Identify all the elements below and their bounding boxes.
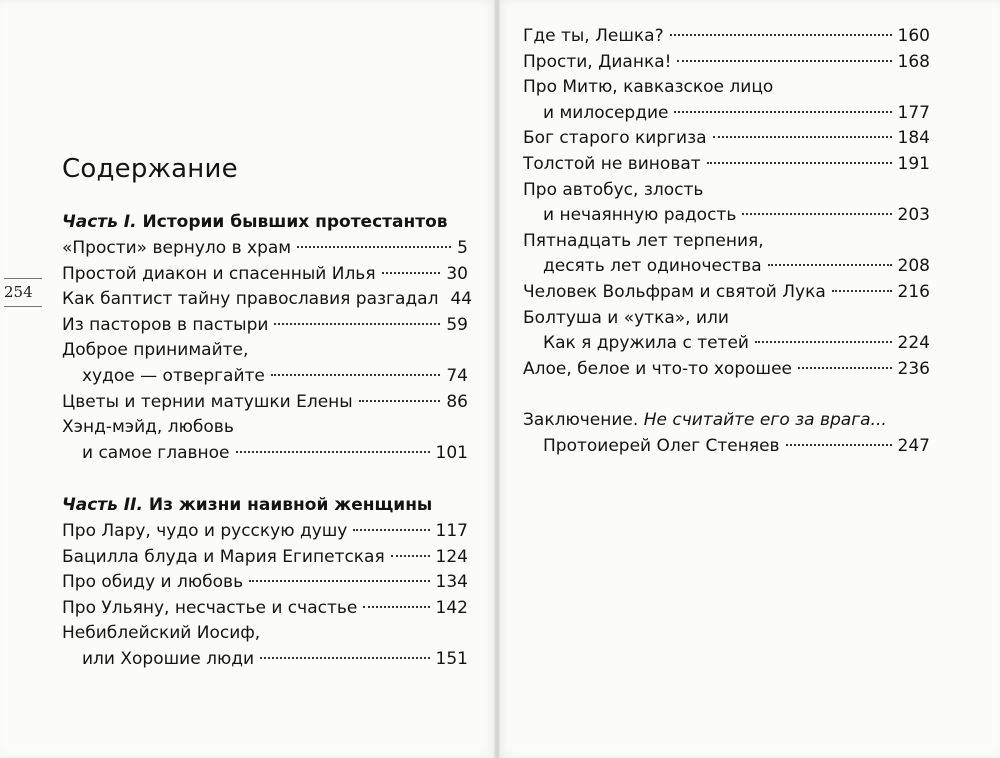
conclusion-label: Заключение.	[523, 410, 639, 430]
toc-entry-page: 142	[435, 597, 468, 618]
leader-dots	[236, 451, 430, 453]
toc-part-1	[62, 236, 473, 466]
toc-entry-page: 160	[897, 26, 930, 46]
leader-dots	[707, 162, 892, 164]
toc-entry-title: Бог старого киргиза	[523, 128, 707, 149]
toc-entry-page: 247	[897, 435, 930, 456]
toc-entry	[62, 364, 468, 390]
part-label: Часть I.	[62, 212, 137, 232]
toc-entry	[62, 596, 468, 622]
toc-entry	[523, 203, 930, 229]
toc-entry	[62, 236, 468, 262]
toc-entry-title: Алое, белое и что-то хорошее	[523, 358, 793, 379]
leader-dots	[271, 374, 440, 376]
toc-entry-page: 59	[446, 314, 468, 335]
leader-dots	[755, 341, 892, 343]
part-label: Часть II.	[62, 495, 143, 515]
conclusion-heading	[523, 408, 930, 434]
toc-entry-title: Болтуша и «утка», или	[523, 307, 729, 328]
toc-entry-page: 184	[897, 128, 930, 149]
toc-entry-page: 177	[897, 102, 930, 123]
toc-entry-page: 74	[446, 365, 468, 386]
toc-entry-page: 30	[446, 263, 468, 284]
toc-entry-title: Толстой не виноват	[523, 153, 701, 174]
toc-entry-title: Небиблейский Иосиф,	[62, 623, 261, 644]
toc-conclusion	[523, 408, 930, 459]
conclusion-title: Не считайте его за врага...	[643, 410, 887, 430]
leader-dots	[359, 400, 441, 402]
book-gutter	[494, 0, 500, 758]
toc-entry	[523, 101, 930, 127]
toc-entry-page: 134	[435, 572, 468, 593]
toc-entry-title: Про Митю, кавказское лицо	[523, 77, 774, 98]
toc-entry-page: 44	[450, 289, 473, 310]
toc-entry	[62, 545, 468, 571]
toc-entry-title: Про Лару, чудо и русскую душу	[62, 521, 348, 541]
toc-entry	[523, 126, 930, 152]
toc-entry-title: Человек Вольфрам и святой Лука	[523, 281, 826, 302]
toc-entry	[62, 287, 473, 313]
toc-entry-title: Простой диакон и спасенный Илья	[62, 263, 376, 284]
toc-entry-title: Про обиду и любовь	[62, 572, 244, 593]
toc-entry-title: «Прости» вернуло в храм	[62, 238, 292, 258]
toc-part-2	[62, 519, 468, 673]
folio-rule-bottom	[4, 306, 42, 307]
toc-entry-page: 124	[435, 546, 468, 567]
leader-dots	[363, 606, 429, 608]
toc-entry-title: Пятнадцать лет терпения,	[523, 230, 764, 251]
toc-entry-page: 216	[897, 281, 930, 302]
part-heading	[62, 493, 432, 518]
toc-entry-title: Как баптист тайну православия разгадал	[62, 289, 439, 310]
toc-entry-title: Прости, Дианка!	[523, 51, 672, 72]
toc-entry-title: Хэнд-мэйд, любовь	[62, 417, 234, 438]
leader-dots	[768, 264, 892, 266]
toc-entry-page: 208	[897, 256, 930, 277]
toc-entry-title: Где ты, Лешка?	[523, 26, 664, 46]
leader-dots	[713, 136, 892, 138]
leader-dots	[674, 111, 891, 113]
toc-entry-title: Про Ульяну, несчастье и счастье	[62, 597, 358, 618]
toc-entry-page: 5	[457, 238, 468, 258]
leader-dots	[742, 213, 891, 215]
leader-dots	[832, 290, 892, 292]
toc-entry-title: Бацилла блуда и Мария Египетская	[62, 546, 385, 567]
toc-entry-title-cont: худое — отвергайте	[82, 365, 265, 386]
leader-dots	[260, 657, 429, 659]
toc-entry	[62, 390, 468, 416]
leader-dots	[798, 367, 892, 369]
toc-entry-page: 117	[435, 521, 468, 541]
toc-entry	[62, 519, 468, 545]
toc-continued	[523, 24, 930, 382]
toc-entry-title-cont: десять лет одиночества	[543, 256, 762, 277]
conclusion-author: Протоиерей Олег Стеняев	[543, 435, 780, 456]
leader-dots	[677, 60, 891, 62]
toc-entry-title-cont: или Хорошие люди	[82, 648, 255, 669]
toc-entry-title-cont: Как я дружила с тетей	[543, 333, 749, 354]
toc-entry	[523, 357, 930, 383]
toc-entry-title-cont: и милосердие	[543, 102, 669, 123]
toc-entry	[523, 434, 930, 460]
toc-entry	[62, 647, 468, 673]
leader-dots	[297, 246, 451, 248]
toc-entry	[523, 24, 930, 50]
page-number: 254	[4, 283, 33, 301]
toc-entry	[523, 331, 930, 357]
toc-entry-title: Цветы и тернии матушки Елены	[62, 391, 353, 412]
toc-entry	[62, 313, 468, 339]
toc-entry	[523, 152, 930, 178]
toc-entry-page: 151	[435, 648, 468, 669]
toc-entry-page: 86	[446, 391, 468, 412]
toc-entry-page: 236	[897, 358, 930, 379]
toc-entry	[62, 441, 468, 467]
toc-entry-title: Про автобус, злость	[523, 179, 704, 200]
toc-entry	[62, 570, 468, 596]
leader-dots	[274, 323, 440, 325]
toc-entry-page: 101	[435, 442, 468, 463]
leader-dots	[382, 272, 441, 274]
toc-entry-title-cont: и самое главное	[82, 442, 230, 463]
part-name: Истории бывших протестантов	[142, 212, 448, 232]
toc-entry	[523, 50, 930, 76]
part-name: Из жизни наивной женщины	[148, 495, 433, 515]
leader-dots	[353, 529, 429, 531]
toc-entry-title: Доброе принимайте,	[62, 340, 249, 361]
leader-dots	[670, 34, 892, 36]
leader-dots	[391, 555, 430, 557]
toc-entry-page: 203	[897, 205, 930, 226]
leader-dots	[249, 580, 429, 582]
toc-entry-title-cont: и нечаянную радость	[543, 205, 737, 226]
toc-entry	[62, 262, 468, 288]
toc-entry	[523, 254, 930, 280]
toc-entry-page: 224	[897, 333, 930, 354]
toc-entry-title: Из пасторов в пастыри	[62, 314, 269, 335]
folio-rule-top	[4, 278, 42, 279]
toc-entry-page: 168	[897, 51, 930, 72]
page-title: Содержание	[62, 154, 238, 184]
leader-dots	[786, 444, 892, 446]
part-heading	[62, 210, 448, 235]
toc-entry-page: 191	[897, 153, 930, 174]
toc-entry	[523, 280, 930, 306]
